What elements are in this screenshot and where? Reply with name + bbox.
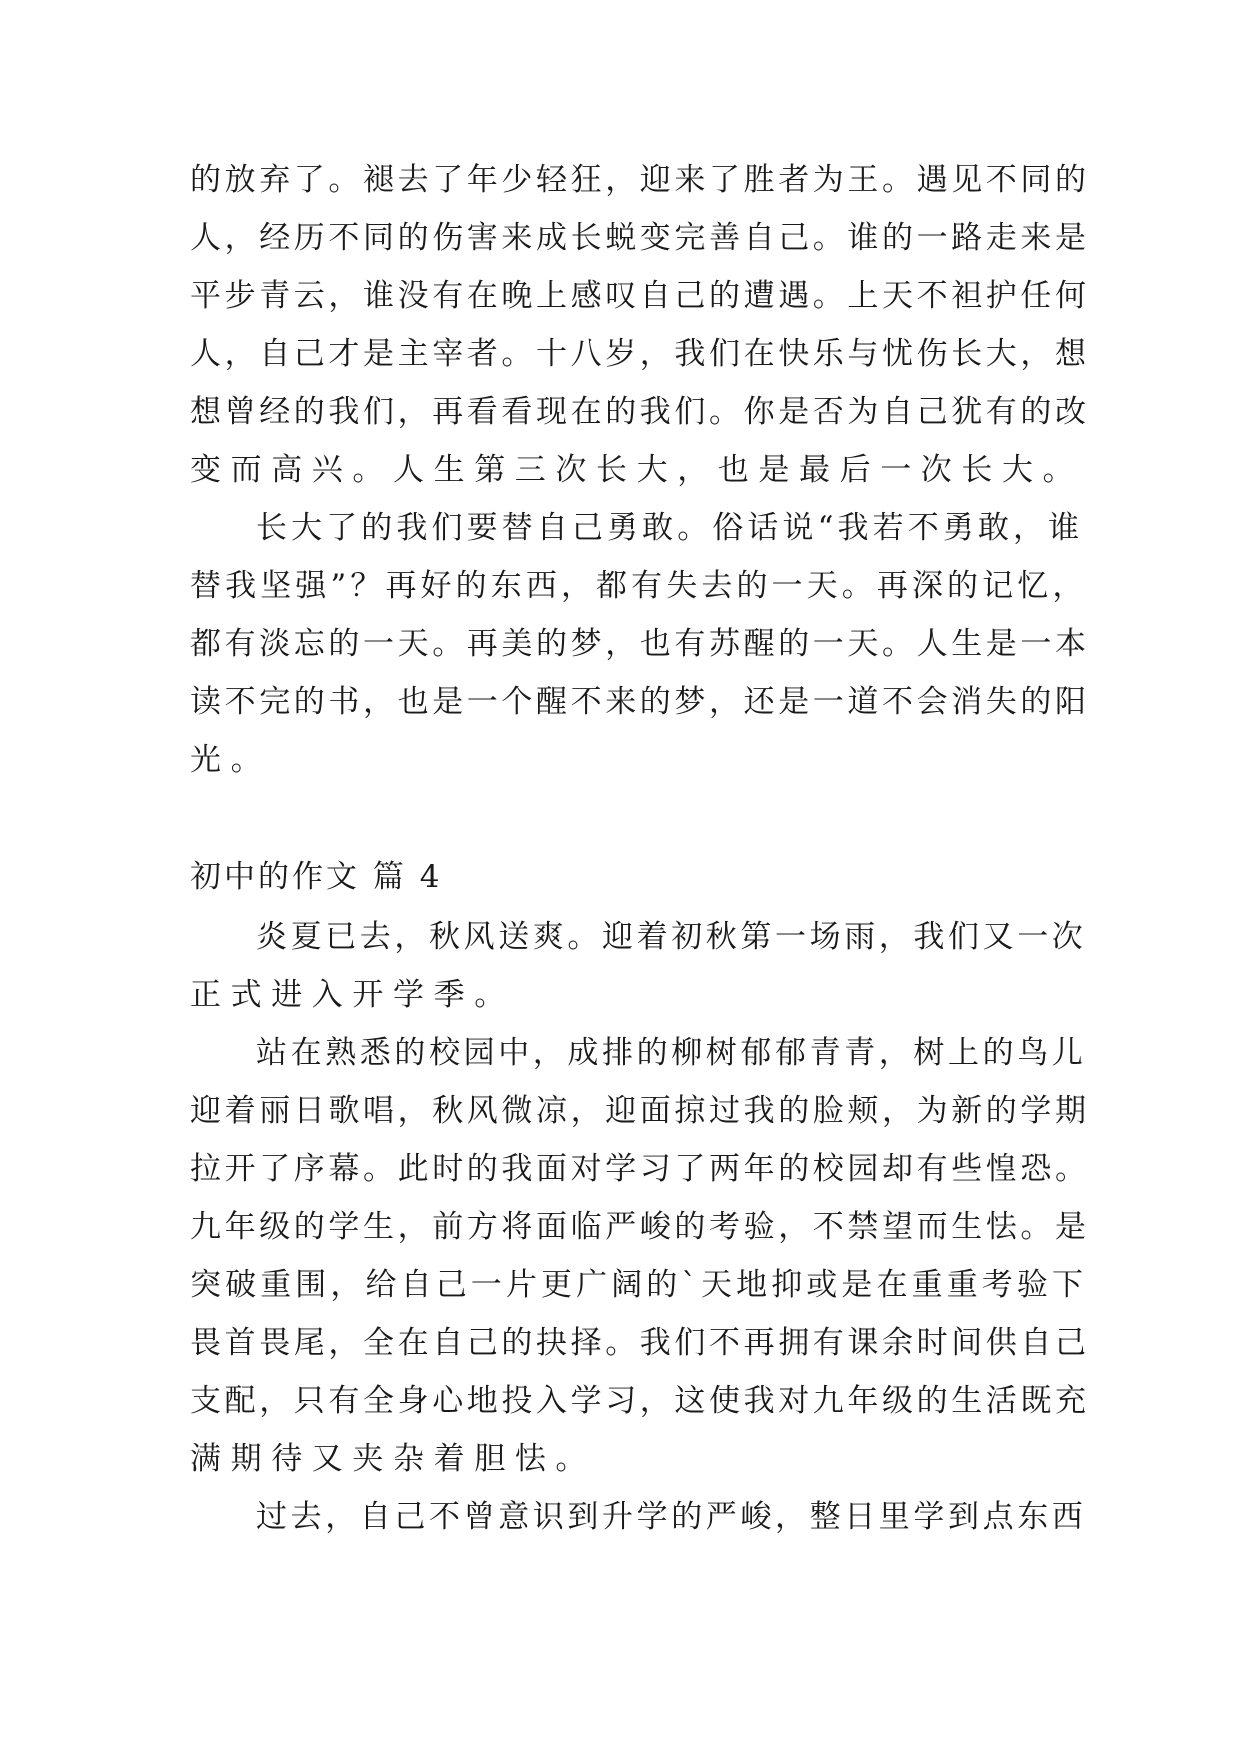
paragraph-line: 平步青云，谁没有在晚上感叹自己的遭遇。上天不袒护任何 [190,278,1090,314]
paragraph-line: 替我坚强”？再好的东西，都有失去的一天。再深的记忆， [190,568,1088,604]
paragraph-line: 九年级的学生，前方将面临严峻的考验，不禁望而生怯。是 [190,1209,1090,1245]
section-heading: 初中的作文 篇 4 [190,859,443,895]
paragraph-line: 过去，自己不曾意识到升学的严峻，整日里学到点东西 [256,1499,1087,1535]
paragraph-line: 正式进入开学季。 [190,977,515,1013]
paragraph-line: 畏首畏尾，全在自己的抉择。我们不再拥有课余时间供自己 [190,1325,1090,1361]
paragraph-line: 的放弃了。褪去了年少轻狂，迎来了胜者为王。遇见不同的 [190,162,1090,198]
paragraph-line: 想曾经的我们，再看看现在的我们。你是否为自己犹有的改 [190,394,1090,430]
paragraph-line: 人，自己才是主宰者。十八岁，我们在快乐与忧伤长大，想 [190,336,1090,372]
paragraph-line: 满期待又夹杂着胆怯。 [190,1441,596,1477]
paragraph-line: 站在熟悉的校园中，成排的柳树郁郁青青，树上的鸟儿 [256,1035,1087,1071]
paragraph-line: 拉开了序幕。此时的我面对学习了两年的校园却有些惶恐。 [190,1151,1090,1187]
paragraph-line: 光。 [190,742,272,778]
paragraph-line: 读不完的书，也是一个醒不来的梦，还是一道不会消失的阳 [190,684,1090,720]
paragraph-line: 突破重围，给自己一片更广阔的`天地抑或是在重重考验下 [190,1267,1088,1303]
paragraph-line: 都有淡忘的一天。再美的梦，也有苏醒的一天。人生是一本 [190,626,1090,662]
paragraph-line: 人，经历不同的伤害来成长蜕变完善自己。谁的一路走来是 [190,220,1090,256]
paragraph-line: 炎夏已去，秋风送爽。迎着初秋第一场雨，我们又一次 [256,919,1087,955]
paragraph-line: 迎着丽日歌唱，秋风微凉，迎面掠过我的脸颊，为新的学期 [190,1093,1090,1129]
paragraph-line: 变而高兴。人生第三次长大，也是最后一次长大。 [190,452,1084,488]
paragraph-line: 支配，只有全身心地投入学习，这使我对九年级的生活既充 [190,1383,1090,1419]
paragraph-line: 长大了的我们要替自己勇敢。俗话说“我若不勇敢，谁 [256,510,1084,546]
